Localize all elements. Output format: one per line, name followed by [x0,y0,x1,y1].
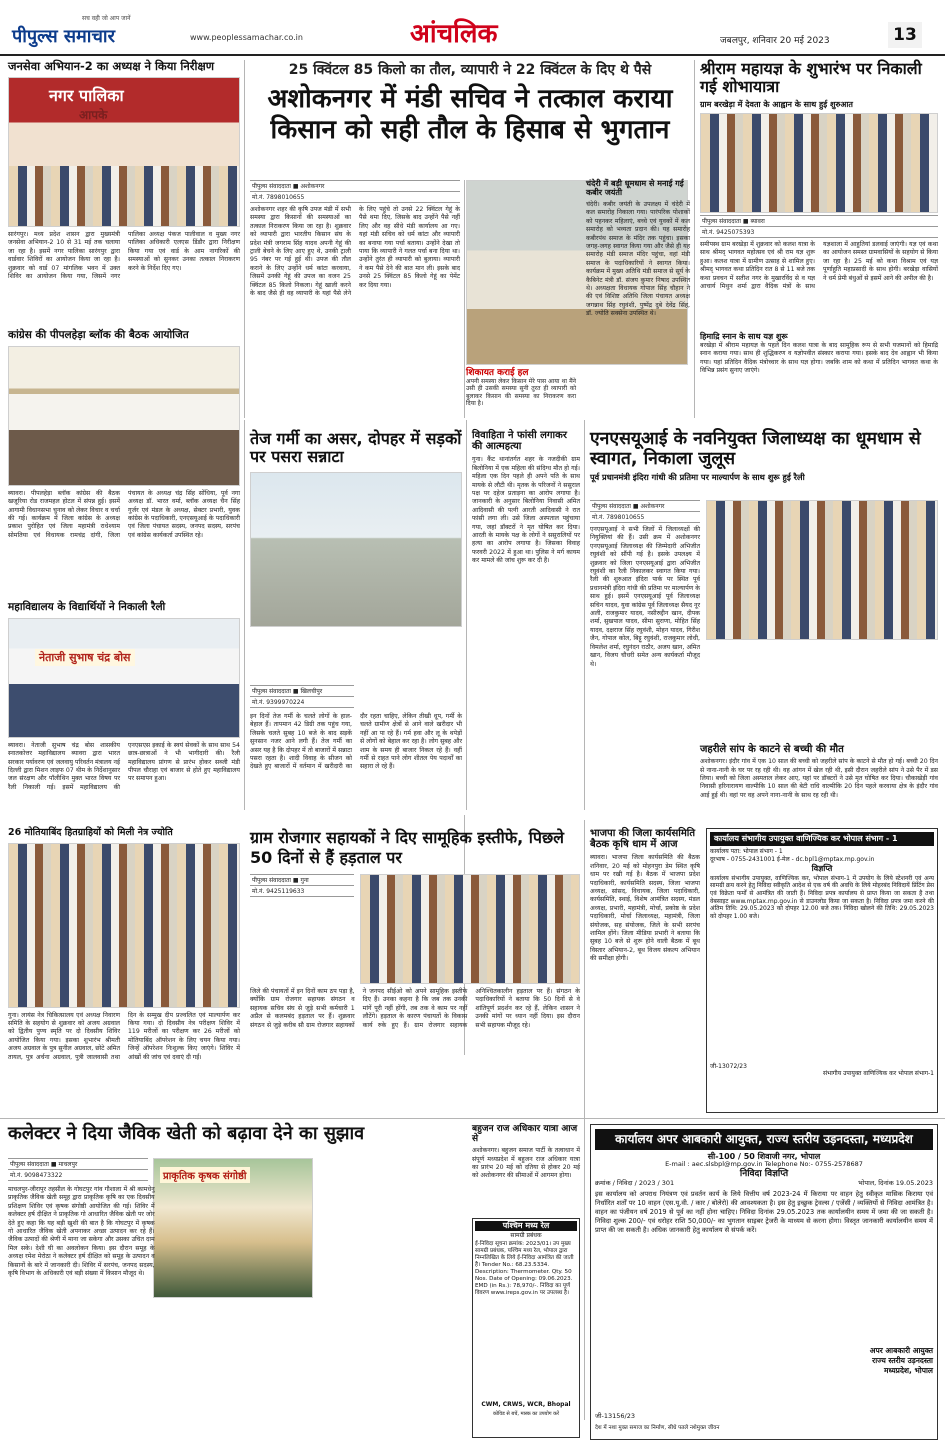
article-saap [700,744,938,824]
ad-note: कोविड से बचें, मास्क का उपयोग करें [492,1410,560,1417]
article-garmi [250,430,462,810]
ad-railway [472,1218,580,1438]
article-title: विवाहिता ने फांसी लगाकर की आत्महत्या [472,430,567,453]
article-title: 26 मोतियाबिंद हितग्राहियों को मिली नेत्र ज्योति [8,827,173,838]
article-subhead: हिमाद्रि स्नान के साथ यज्ञ शुरू [700,332,788,341]
page-number: 13 [888,22,922,48]
article-photo [8,618,240,738]
article-body: एनएसयूआई ने सभी जिलों में जिलाध्यक्षों की नियुक्तियां की हैं। उसी क्रम में अशोकनगर एनएसयूआई जिलाध्यक्ष की जिम्मेदारी अभिजीत रघुवंशी को सौंपी गई है। इसके उपलक्ष्य में शुक्रवार को जिला एनएसयूआई द्वारा अभिजीत रघुवंशी का रैली निकालकर स्वागत किया गया। रैली की शुरुआत इंदिरा पार्क पर स्थित पूर्व प्रधानमंत्री इंदिरा गांधी की प्रतिमा पर माल्यार्पण के साथ हुई। इसमें एनएसयूआई पूर्व जिलाध्यक्ष सचिन यादव, युवा कांग्रेस पूर्व जिलाध्यक्ष सैयद नूर अली, राजकुमार यादव, नसीरुद्दीन खान, दीपक शर्मा, सुखपाल यादव, सीमा सुराणा, मोहित सिंह यादव, दक्षराज सिंह रघुवंशी, मोहन यादव, गिरीश जैन, गोपाल कोल, बिट्टू रघुवंशी, राजकुमार लोधी, विमलेश शर्मा, रघुनंदन राठौर, अजय खान, अमित खान, विजय चौधरी समेत अन्य कार्यकर्ता मौजूद थे। [590,526,700,668]
article-title: एनएसयूआई के नवनियुक्त जिलाध्यक्ष का धूमधाम से स्वागत, निकाला जुलूस [590,429,921,469]
masthead [0,0,945,56]
website-url[interactable]: www.peoplessamachar.co.in [190,33,303,42]
complaint-body: अपनी समस्या लेकर किसान मेरे पास आया था मैंने उसी ही उसकी समस्या सुनी तुरत ही व्यापारी को बुलाकर किसान की समस्या का निराकरण करा दिया है। [466,378,576,408]
ad-commercial-tax [706,828,938,1113]
article-title: जनसेवा अभियान-2 का अध्यक्ष ने किया निरीक्षण [8,59,215,73]
ad-ref: जी-13072/23 [710,1062,747,1070]
dateline: जबलपुर, शनिवार 20 मई 2023 [720,36,830,46]
ad-note: देश में नशा मुक्त समाज का निर्माण, सीधे पतले नशेमुक्त जीवन [595,1425,720,1432]
ad-signature-2: राज्य स्तरीय उड़नदस्ता [872,1356,933,1366]
article-janseva [8,60,240,325]
article-mahayagya [700,60,938,418]
byline-mobile: मो.नं. 9425075393 [700,227,938,238]
article-vivahita [472,430,580,810]
article-title: बहुजन राज अधिकार यात्रा आज से [472,1124,578,1145]
ad-ref: जी-13156/23 [595,1412,635,1421]
byline: पीपुल्स संवाददाता ■ माचलपुर [8,1158,148,1170]
article-photo [8,843,240,1008]
ad-signature: संभागीय उपायुक्त वाणिज्यिक कर भोपाल संभाग-1 [822,1070,934,1078]
article-title: भाजपा की जिला कार्यसमिति बैठक कृषि धाम में आज [590,828,696,851]
article-photo [360,874,580,984]
ad-contact: दूरभाष - 0755-2431001 ई-मेल - dc.bpl1@mptax.mp.gov.in [710,855,875,863]
article-body: माचलपुर-जीरापुर तहसील के गोघटपुर गांव गौशाला में श्री कामधेनु प्राकृतिक जैविक खेती समूह द्वारा प्राकृतिक कृषि का एक दिवसीय प्रशिक्षण शिविर एवं कृषक संगोष्ठी आयोजित की गई। शिविर में कलेक्टर हर्ष दीक्षित ने प्राकृतिक गो आधारित जैविक खेती पर जोर देते हुए कहा कि यह बड़ी खुशी की बात है कि गोघटपुर में कृषक गो आधारित जैविक खेती अपनाकर अच्छा उत्पादन कर रहे हैं। जैविक उत्पादों की श्रेणी में माना जा सकेगा और उसका उचित दाम मिल सके। देशी घी का अवलोकन किया। इस दौरान समूह के अध्यक्ष रमेश मेरोठा ने कलेक्टर हर्ष दीक्षित को समूह के उत्पादन व किसानों के बारे में जानकारी दी। शिविर में सरपंच, जनपद सदस्य, कृषि विभाग के अधिकारी एवं बड़ी संख्या में किसान मौजूद थे। [8,1186,155,1278]
article-body: समीपस्थ ग्राम बरखेड़ा में शुक्रवार को कलश यात्रा के साथ श्रीमद् भागवत महोत्सव एवं श्री राम यज्ञ शुरू हुआ। कलश यात्रा में ग्रामीण उत्साह से शामिल हुए। श्रीमद् भागवत कथा प्रतिदिन रात 8 से 11 बजे तक कथा प्रवचन में सतीश नगर के मुखारविंद से व यज्ञ आचार्य मिथुन शर्मा द्वारा वैदिक मंत्रों के साथ यज्ञशाला में आहुतियां डलवाई जाएंगी। यज्ञ एवं कथा का आयोजन समस्त ग्रामवासियों के सहयोग से किया जा रहा है। 25 मई को कथा विश्राम एवं यज्ञ पूर्णाहुति महाप्रसादी के साथ होगी। बरखेड़ा वासियों ने धर्म प्रेमी बंधुओं से इसमें आने की अपील की है। [700,241,938,291]
ad-heading: विज्ञप्ति [811,864,833,874]
article-title: ग्राम रोजगार सहायकों ने दिए सामूहिक इस्तीफे, पिछले 50 दिनों से हैं हड़ताल पर [250,828,565,867]
byline: पीपुल्स संवाददाता ■ अशोकनगर [250,180,460,192]
ad-date: भोपाल, दिनांक 19.05.2023 [858,1178,933,1187]
article-title: कांग्रेस की पीपलहेड़ा ब्लॉक की बैठक आयोजित [8,329,189,341]
article-subtitle: पूर्व प्रधानमंत्री इंदिरा गांधी की प्रतिमा पर माल्यार्पण के साथ शुरू हुई रैली [590,472,805,483]
article-title: अशोकनगर में मंडी सचिव ने तत्काल कराया किसान को सही तौल के हिसाब से भुगतान [267,84,673,146]
byline-mobile: मो.नं. 7898010655 [590,512,700,523]
photo-caption: नगर पालिका [49,85,124,105]
article-body: सारंगपुर। मध्य प्रदेश शासन द्वारा मुख्यमंत्री जनसेवा अभियान-2 10 से 31 मई तक चलाया जा रहा है। इसमें नगर पालिका सारंगपुर द्वारा वार्डवार शिविरों का आयोजन किया जा रहा है। शुक्रवार को वार्ड 07 मांगलिक भवन में उक्त शिविर का आयोजन किया गया, जिसमें नगर पालिका अध्यक्ष पंकज पालीवाल व मुख्य नगर पालिका अधिकारी एलएस डिंडौर द्वारा निरीक्षण किया गया एवं वार्ड के आम नागरिकों की समस्याओं को सुनकर उनका तत्काल निराकरण करने के निर्देश दिए गए। [8,230,240,280]
article-photo [8,346,240,486]
ad-title: पश्चिम मध्य रेल [475,1221,577,1231]
article-bahujan [472,1124,580,1214]
article-body: ब्यावरा। भाजपा जिला कार्यसमिति की बैठक शनिवार, 20 मई को मोहनपुरा डेम स्थित कृषि धाम पर रखी गई है। बैठक में भाजपा प्रदेश पदाधिकारी, कार्यसमिति सदस्य, जिला भाजपा अध्यक्ष, सांसद, विधायक, जिला पदाधिकारी, कार्यसमिति, स्थाई, विशेष आमंत्रित सदस्य, मंडल अध्यक्ष, प्रभारी, महामंत्री, मोर्चा, प्रकोष्ठ के प्रदेश पदाधिकारी, मोर्चा जिलाध्यक्ष, महामंत्री, जिला संयोजक, सह संयोजक, जिले के सभी सरपंच शामिल होंगे। जिला मीडिया प्रभारी ने बताया कि सुबह 10 बजे से शुरू होने वाली बैठक में बूथ विस्तार अभियान-2, बूथ विजय संकल्प अभियान की समीक्षा होगी। [590,854,700,963]
article-nsui [590,430,938,740]
byline-mobile: मो.नं. 9098473322 [8,1170,148,1181]
article-body: अशोकनगर। इंदौर गांव में एक 10 साल की बच्ची को जहरीले सांप के काटने से मौत हो गई। बच्ची 20 दिन से नाना-नानी के घर पर रह रही थी। वह आंगन में खेल रही थी, इसी दौरान जहरीले सांप ने उसे पैर में डस लिया। बच्ची को जिला अस्पताल लेकर आए, यहां पर डॉक्टरों ने उसे मृत घोषित कर दिया। चौकाखेड़ी गांव निवासी हरिनारायण वाल्मीकि 10 साल की बेटी राधि वाल्मीकि 20 दिन पहले करवाया क्षेत्र के इंदौर गांव आई हुई थी। वहां पर वह अपने नाना-नानी के साथ रह रही थी। [700,758,938,799]
ad-title: कार्यालय संभागीय उपायुक्त वाणिज्यिक कर भोपाल संभाग - 1 [710,832,934,846]
article-photo [250,472,462,627]
article-bhajpa [590,828,700,1113]
ad-address: सी-100 / 50 शिवाजी नगर, भोपाल [707,1152,821,1161]
photo-banner: नेताजी सुभाष चंद्र बोस [35,649,135,666]
byline-mobile: मो.नं. 9425119633 [250,886,354,897]
ad-body: इस कार्यालय को अपराध नियंत्रण एवं प्रवर्तन कार्य के लिये वित्तीय वर्ष 2023-24 में किराया पर वाहन हेतु स्वीकृत मासिक किराया एवं निर्धारित शर्तों पर 10 वाहन (एस.यू.वी. / कार / बोलेरो) की आवश्यकता है। इस हेतु इच्छुक ट्रेवल्स / एजेंसी / व्यक्तियों से निविदा आमंत्रित है। वाहन का पंजीयन वर्ष 2019 से पूर्व का नहीं होना चाहिए। निविदा दिनांक 29.05.2023 तक कार्यालयीन समय में जमा की जा सकती है। निविदा शुल्क 200/- एवं धरोहर राशि 50,000/- का भुगतान साइबर ट्रेजरी के माध्यम से करना होगा। विस्तृत जानकारी कार्यालयीन समय में प्राप्त की जा सकती है। अधिक जानकारी हेतु कार्यालय से संपर्क करें। [595,1190,933,1235]
article-body: ब्यावरा। नेताजी सुभाष चंद्र बोस शासकीय स्नातकोत्तर महाविद्यालय ब्यावरा द्वारा भारत सरकार पर्यावरण एवं जलवायु परिवर्तन मंत्रालय नई दिल्ली द्वारा मिशन लाइफ 07 थीम के निर्देशानुसार जल संरक्षण और पॉलीथिन मुक्त भारत विषय पर रैली निकाली गई। इसमें महाविद्यालय की एनएसएस इकाई के स्वयं सेवकों के साथ साथ 54 छात्र-छात्राओं ने भी भागीदारी की। रैली महाविद्यालय प्रांगण से प्रारंभ होकर सब्जी मंडी पीपल चौराहा एवं बाजार से होते हुए महाविद्यालय पर समापन हुआ। [8,741,240,791]
byline: पीपुल्स संवाददाता ■ गुना [250,874,354,886]
ad-title: कार्यालय अपर आबकारी आयुक्त, राज्य स्तरीय उड़नदस्ता, मध्यप्रदेश [595,1129,933,1150]
article-title: जहरीले सांप के काटने से बच्ची की मौत [700,744,844,755]
article-title: श्रीराम महायज्ञ के शुभारंभ पर निकाली गई शोभायात्रा [700,59,922,96]
article-body-2: बरखेड़ा में श्रीराम महायज्ञ के पहले दिन कलश यात्रा के बाद सामूहिक रूप से सभी यजमानों को हिमाद्रि स्नान कराया गया। साथ ही शुद्धिकरण व यज्ञोपवीत संस्कार कराया गया। इसके बाद देव आह्वान भी किया गया। यहां प्रतिदिन वैदिक मंत्रोच्चार के साथ यज्ञ होगा। जबकि शाम को कथा में प्रतिदिन भागवत कथा के विभिन्न प्रसंग सुनाए जाएंगे। [700,341,938,375]
article-body: अशोकनगर शहर की कृषि उपज मंडी में सभी समस्या द्वारा किसानों की समस्याओं का तत्काल निराकरण किया जा रहा है। शुक्रवार को व्यापारी द्वारा भारतीय किसान संघ के प्रदेश मंत्री जगराम सिंह यादव अपनी गेहूं की ट्राली बेचने के लिए आए हुए थे, उनकी ट्राली 95 नंबर पर गई हुई थी। उपज की तौल कराने के लिए उन्होंने धर्म कांटा करवाया, जिसमें उनकी गेहूं की उपज का वजन 25 क्विंटल 85 किलो निकला। गेहूं खाली करने के बाद जैसे ही वह व्यापारी के यहां पैसे लेने के लिए पहुंचे तो उनसे 22 क्विंटल गेहूं के पैसे थमा दिए, जिसके बाद उन्होंने पैसे नहीं लिए और वह सीधे मंडी कार्यालय आ गए। यहां मंडी सचिव को धर्म कांटा और व्यापारी का बनाया गया पर्चा बताया। उन्होंने देखा तो पाया कि व्यापारी ने गलत पर्चा बना दिया था। उन्होंने तुरंत ही व्यापारी को बुलाया। व्यापारी ने कम पैसे देने की बात मान ली। इसके बाद उनसे 25 क्विंटल 85 किलो गेहूं का पेमेंट कर दिया गया। [250,206,460,298]
ad-number: क्रमांक / निविदा / 2023 / 301 [595,1178,675,1187]
article-subtitle: ग्राम बरखेड़ा में देवता के आह्वान के साथ हुई शुरुआत [700,99,853,109]
article-kicker: 25 क्विंटल 85 किलो का तौल, व्यापारी ने 22 क्विंटल के दिए थे पैसे [288,62,652,78]
byline-mobile: मो.नं. 7898010655 [250,192,460,203]
article-netra [8,828,240,1113]
article-title: चंदेरी में बड़ी धूमधाम से मनाई गई कबीर जयंती [586,179,684,197]
article-rojgar [250,828,580,1113]
article-title: महाविद्यालय के विद्यार्थियों ने निकाली रैली [8,601,166,613]
byline: पीपुल्स संवाददाता ■ ब्यावरा [700,215,938,227]
byline: पीपुल्स संवाददाता ■ खिलचीपुर [250,685,354,697]
ad-signature-3: मध्यप्रदेश, भोपाल [884,1366,933,1376]
ad-body: कार्यालय संभागीय उपायुक्त, वाणिज्यिक कर, भोपाल संभाग-1 में उपयोग के लिये स्टेशनरी एवं अन्य सामग्री क्रय करने हेतु निविदा स्वीकृति आदेश से एक वर्ष की अवधि के लिये मोहरबंद निविदायें प्रिंटिंग प्रेस एवं विक्रेता फर्मों से आमंत्रित की जाती हैं। निविदा प्रपत्र कार्यालय से प्राप्त किया जा सकता है तथा वेबसाइट www.mptax.mp.gov.in से डाउनलोड किया जा सकता है। निविदा प्रपत्र जमा करने की अंतिम तिथि: 29.05.2023 को दोपहर 12.00 बजे तक। निविदा खोलने की तिथि: 29.05.2023 को दोपहर 1.00 बजे। [710,874,934,920]
article-photo [706,500,938,640]
logo-tagline: सच वही जो आप जानें [82,15,131,22]
article-jaivik [8,1124,464,1440]
logo [12,15,182,50]
byline-mobile: मो.नं. 9399970224 [250,697,354,708]
byline: पीपुल्स संवाददाता ■ अशोकनगर [590,500,700,512]
section-title: आंचलिक [410,19,498,49]
ad-subtitle: सामग्री प्रबंधक [510,1231,542,1239]
article-congress [8,330,240,598]
article-body: गुना। लायंस नेत्र चिकित्सालय एवं अध्यक्ष निवारण समिति के सहयोग से शुक्रवार को अजय अग्रवाल को द्वितीय पुण्य स्मृति पर दो दिवसीय शिविर आयोजित किया गया। इसका शुभारंभ श्रीमती अजय अग्रवाल के पुत्र सुनील अग्रवाल, छोटे अमित तायल, पुत्र अर्चना अग्रवाल, पुत्री जालवासी तथा दिन के सम्मुख दीप प्रज्वलित एवं माल्यार्पण कर किया गया। दो दिवसीय नेत्र परीक्षण शिविर में 119 मरीजों का परीक्षण कर 26 मरीजों को मोतियाबिंद ऑपरेशन के लिए चयन किया गया। जिन्हें ऑपरेशन निःशुल्क किए जाएंगे। शिविर में आंखों की जांच एवं दवाएं दी गईं। [8,1011,240,1061]
article-body: जिले की पंचायतों में इन दिनों काम ठप पड़ा है, क्योंकि ग्राम रोजगार सहायक संगठन व सहायक सचिव संघ से जुड़े सभी कर्मचारी 1 अप्रैल से कलमबंद हड़ताल पर हैं। शुक्रवार संगठन से जुड़े करीब सौ ग्राम रोजगार सहायकों ने जनपद सीईओ को अपने सामूहिक इस्तीफे दिए हैं। उनका कहना है कि जब तक उनकी मांगें पूरी नहीं होंगी, तब तक वे काम पर नहीं लौटेंगे। हड़ताल के कारण पंचायतों के विकास कार्य रुके हुए हैं। ग्राम रोजगार सहायक अनिश्चितकालीन हड़ताल पर हैं। संगठन के पदाधिकारियों ने बताया कि 50 दिनों से वे शांतिपूर्ण प्रदर्शन कर रहे हैं, लेकिन शासन ने उनकी मांगों पर ध्यान नहीं दिया। इस दौरान सभी सहायक मौजूद रहे। [250,988,580,1029]
article-title: तेज गर्मी का असर, दोपहर में सड़कों पर पसरा सन्नाटा [250,429,462,466]
article-body: ब्यावरा। पीपलहेड़ा ब्लॉक कांग्रेस की बैठक खजूरिया रोड राजमहल होटल में संपन्न हुई। इसमें आगामी विधानसभा चुनाव को लेकर विचार व चर्चा की गई। कार्यक्रम में जिला कांग्रेस के अध्यक्ष प्रकाश पुरोहित एवं जिला महामंत्री राधेश्याम सोमतिया एवं विधायक रामचंद्र दांगी, जिला पंचायत के अध्यक्ष चंद्र सिंह सोंधिया, पूर्व नगा अध्यक्ष डॉ. भारत वर्मा, ब्लॉक अध्यक्ष चैन सिंह गुर्जर एवं मंडल के अध्यक्ष, सेक्टर प्रभारी, युवक कांग्रेस के पदाधिकारी, एनएसयूआई के पदाधिकारी एवं जिला पंचायत सदस्य, जनपद सदस्य, सरपंच एवं कांग्रेस कार्यकर्ता उपस्थित रहे। [8,489,240,539]
article-body: इन दिनों तेज गर्मी के चलते लोगों के हाल-बेहाल हैं। तापमान 42 डिग्री तक पहुंच गया, जिसके चलते सुबह 10 बजे के बाद सड़कें सुनसान नजर आने लगी हैं। तेज गर्मी का असर यह है कि दोपहर में तो बाजारों में सन्नाटा पसरा रहता है। शादी विवाह के सीजन को देखते हुए बाजारों में वर्तमान में खरीदारी का दौर रहता चाहिए, लेकिन तीखी धूप, गर्मी के चलते ग्रामीण क्षेत्रों से आने वाले खरीदार भी नहीं आ पा रहे हैं। गर्म हवा और लू के थपेड़ों से लोगों को बेहाल कर रहा है। लोग सुबह और शाम के समय ही बाजार निकल रहे हैं। वहीं गर्मी से राहत पाने लोग शीतल पेय पदार्थों का सहारा ले रहे हैं। [250,713,462,771]
ad-excise [590,1124,938,1440]
logo-text: पीपुल्स समाचार [12,26,115,47]
article-body: अशोकनगर। बहुजन समाज पार्टी के तत्वाधान में संपूर्ण मध्यप्रदेश में बहुजन राज अधिकार यात्रा का प्रारंभ 20 मई को दतिया से होकर 20 मई को अशोकनगर की सीमाओं में आगमन होगा। [472,1147,580,1180]
ad-address: कार्यालय पता: भोपाल संभाग - 1 [710,848,783,855]
ad-body: ई-निविदा सूचना क्रमांक: 2023/01। उप मुख्य सामग्री प्रबंधक, पश्चिम मध्य रेल, भोपाल द्वारा निम्नलिखित के लिये ई-निविदा आमंत्रित की जाती है। Tender No.: 68.23.5334. Description: Thermometer. Qty. 50 Nos. Date of Opening: 09.06.2023. EMD (in Rs.): 78,970/-. निविदा का पूर्ण विवरण www.ireps.gov.in पर उपलब्ध है। [475,1241,574,1297]
photo-banner: प्राकृतिक कृषक संगोष्ठी [160,1167,250,1183]
article-photo [8,77,240,227]
article-body: गुना। कैंट थानांतर्गत शहर के नजदीकी ग्राम बिलोनिया में एक महिला की संदिग्ध मौत हो गई। महिला एक दिन पहले ही अपने पति के साथ मायके से लौटी थी। मृतक के परिजनों ने ससुराल पक्ष पर दहेज प्रताड़ना का आरोप लगाया है। जानकारी के अनुसार बिलोनिया निवासी अमित आदिवासी की पत्नी आरती आदिवासी ने रात फांसी लगा ली। उसे जिला अस्पताल पहुंचाया गया, जहां डॉक्टरों ने मृत घोषित कर दिया। आरती के मायके पक्ष के लोगों ने ससुरालियों पर हत्या का आरोप लगाया है। जिसका विवाह फरवरी 2022 में हुआ था। पुलिस ने मर्ग कायम कर मामले की जांच शुरू कर दी है। [472,456,580,565]
ad-heading: निविदा विज्ञप्ति [739,1169,789,1180]
complaint-title: शिकायत कराई हल [466,368,529,378]
article-chanderi [586,180,690,418]
article-title: कलेक्टर ने दिया जैविक खेती को बढ़ावा देने का सुझाव [8,1123,365,1144]
article-rally [8,602,240,824]
ad-signature-1: अपर आबकारी आयुक्त [869,1346,933,1356]
photo-caption-sub: आपके [79,107,108,122]
article-photo [700,113,938,213]
ad-footer: CWM, CRWS, WCR, Bhopal [481,1401,571,1409]
ad-email: E-mail : aec.slsbpl@mp.gov.in Telephone No:- 0755-2578687 [665,1159,863,1168]
article-body: चंदेरी। कबीर जयंती के उपलक्ष्य में चंदेरी में कल समारोह निकाला गया। पारंपरिक पोशाकों को पहनकर महिलाएं, बच्चे एवं युवकों में कल समारोह को भव्यता प्रदान की। यह समारोह कबीरपंथ समाज के मंदिर तक पहुंचा। इसका जगह-जगह स्वागत किया गया और जैसे ही यह समारोह मंडी समाज मंदिर पहुंचा, वहां मंडी समाज के पदाधिकारियों ने स्वागत किया। कार्यक्रम में मुख्य अतिथि मंडी समाज से सूर्य के कैबिनेट मंत्री डॉ. संजय कुमार निषाद उपस्थित थे। अध्यक्षता विधायक गोपाल सिंह चौहान ने की एवं विशिष्ट अतिथि जिला पंचायत अध्यक्ष जगन्नाथ सिंह रघुवंशी, पुष्पेंद्र दुबे देवेंद्र सिंह, डॉ. ज्योति सक्सेना उपस्थित थे। [586,200,690,318]
